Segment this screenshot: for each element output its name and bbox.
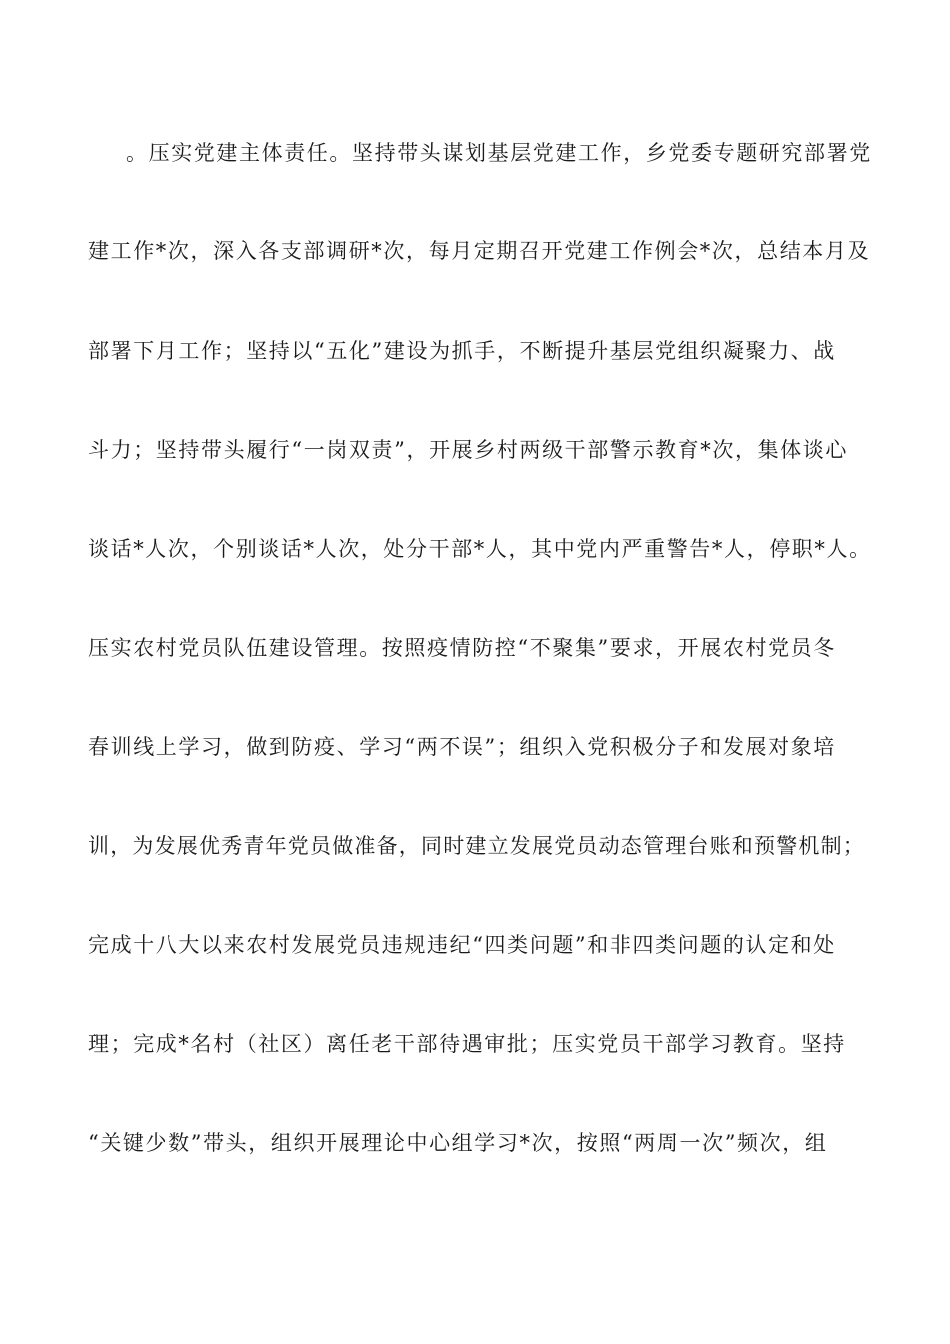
paragraph-line-6: 压实农村党员队伍建设管理。按照疫情防控“不聚集”要求，开展农村党员冬 (88, 636, 836, 660)
paragraph-line-4: 斗力；坚持带头履行“一岗双责”，开展乡村两级干部警示教育*次，集体谈心 (88, 438, 848, 462)
paragraph-line-9: 完成十八大以来农村发展党员违规违纪“四类问题”和非四类问题的认定和处 (88, 933, 836, 957)
paragraph-line-2: 建工作*次，深入各支部调研*次，每月定期召开党建工作例会*次，总结本月及 (88, 239, 871, 263)
paragraph-line-8: 训，为发展优秀青年党员做准备，同时建立发展党员动态管理台账和预警机制； (88, 834, 865, 858)
paragraph-line-1: 。压实党建主体责任。坚持带头谋划基层党建工作，乡党委专题研究部署党 (126, 141, 872, 165)
paragraph-line-10: 理；完成*名村（社区）离任老干部待遇审批；压实党员干部学习教育。坚持 (88, 1032, 846, 1056)
paragraph-line-3: 部署下月工作；坚持以“五化”建设为抓手，不断提升基层党组织凝聚力、战 (88, 339, 836, 363)
paragraph-line-5: 谈话*人次，个别谈话*人次，处分干部*人，其中党内严重警告*人，停职*人。 (88, 537, 872, 561)
paragraph-line-7: 春训线上学习，做到防疫、学习“两不误”；组织入党积极分子和发展对象培 (88, 735, 836, 759)
paragraph-line-11: “关键少数”带头，组织开展理论中心组学习*次，按照“两周一次”频次，组 (88, 1131, 828, 1155)
